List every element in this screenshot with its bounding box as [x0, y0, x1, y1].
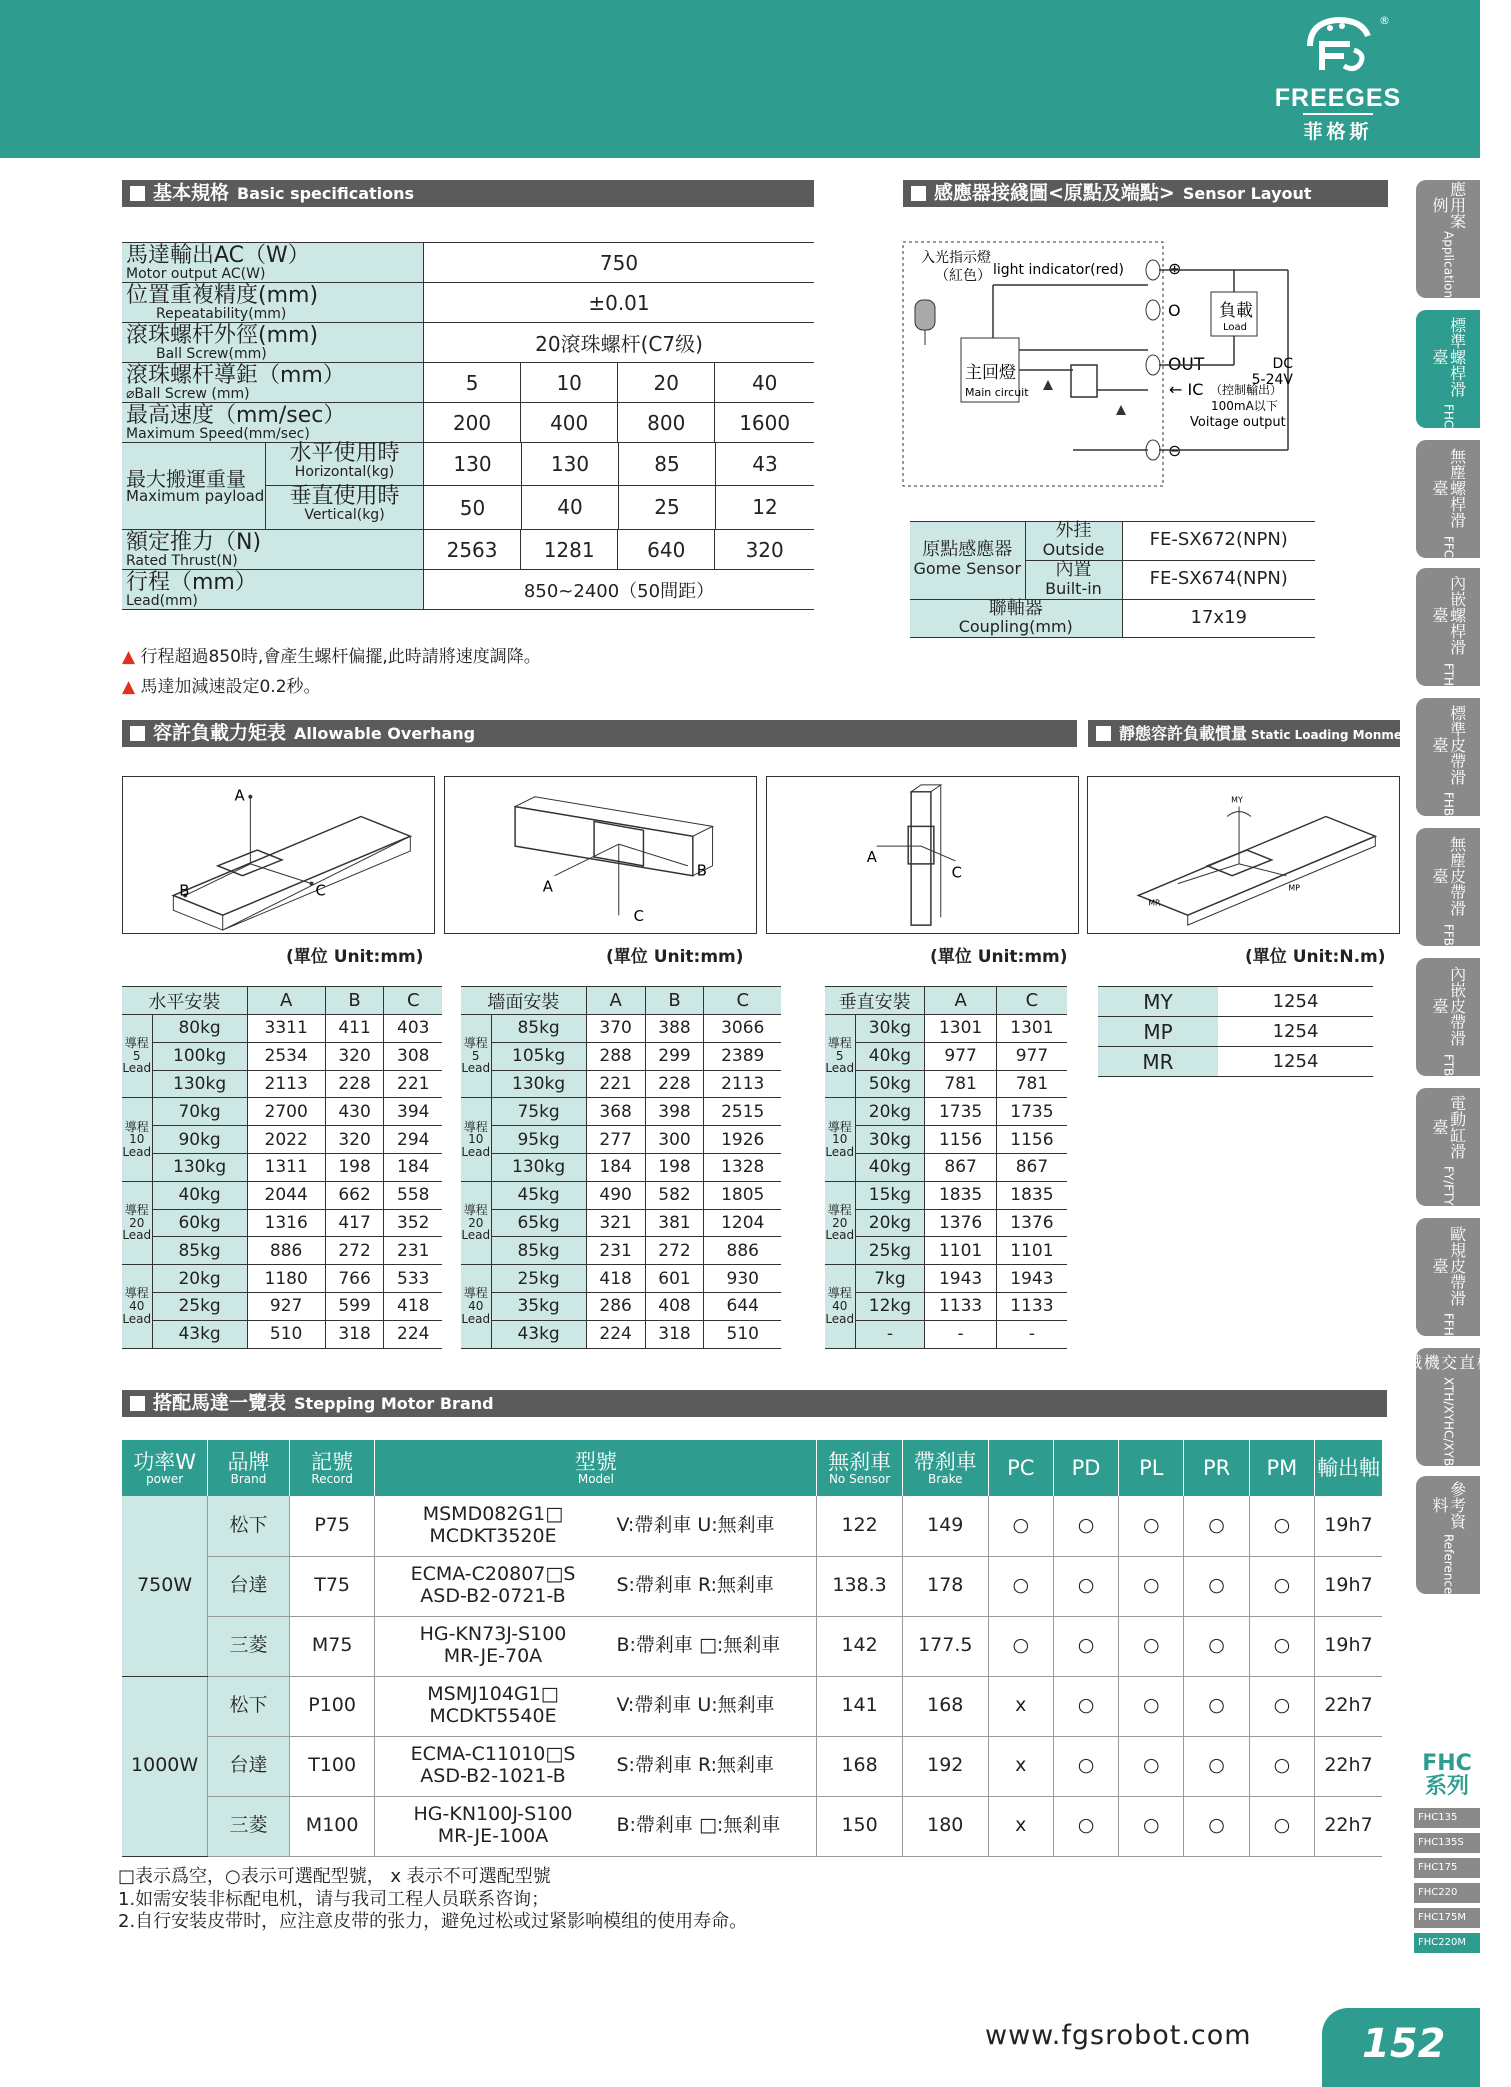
footer-url[interactable]: www.fgsrobot.com: [985, 2020, 1252, 2051]
svg-text:MY: MY: [1231, 795, 1243, 805]
svg-text:C: C: [633, 908, 644, 926]
svg-text:light indicator(red): light indicator(red): [993, 262, 1124, 278]
static-row: MY 1254: [1098, 987, 1373, 1017]
motor-note-1: □表示爲空，○表示可選配型號， x 表示不可選配型號: [118, 1866, 551, 1887]
series-item-fhc175[interactable]: FHC175: [1414, 1858, 1480, 1878]
overhang-row: 導程 40 Lead 7kg 1943 1943: [825, 1265, 1067, 1293]
overhang-row: 60kg 1316 417 352: [122, 1209, 442, 1237]
overhang-row: 50kg 781 781: [825, 1070, 1067, 1098]
side-tab-ffb[interactable]: 無塵皮帶滑臺 FFB: [1416, 828, 1480, 946]
section-allowable-overhang: 容許負載力矩表 Allowable Overhang: [122, 720, 1077, 747]
motor-header-cell: 品牌 Brand: [208, 1440, 290, 1496]
lead-cell: 導程 20 Lead: [122, 1181, 152, 1264]
lead-cell: 導程 5 Lead: [122, 1015, 152, 1098]
brand-name-cn: 菲格斯: [1303, 113, 1372, 144]
overhang-row: 65kg 321 381 1204: [461, 1209, 781, 1237]
overhang-row: 130kg 221 228 2113: [461, 1070, 781, 1098]
svg-text:B: B: [696, 862, 707, 880]
svg-text:5-24V: 5-24V: [1251, 372, 1293, 388]
overhang-row: 導程 10 Lead 70kg 2700 430 394: [122, 1098, 442, 1126]
motor-row: 1000W 松下 P100 MSMJ104G1□ MCDKT5540E V:帶剎車 U:無剎車 141 168 x ○ ○ ○ ○ 22h7: [122, 1676, 1382, 1736]
unit-label-static: (單位 Unit:N.m): [1245, 947, 1386, 967]
motor-header-cell: PD: [1053, 1440, 1118, 1496]
overhang-row: 100kg 2534 320 308: [122, 1042, 442, 1070]
registered-mark: ®: [1379, 14, 1390, 27]
lead-cell: 導程 10 Lead: [122, 1098, 152, 1181]
side-tab-xth-xyhc-xyb[interactable]: 螺桿直交機械手 XTH/XYHC/XYB: [1416, 1348, 1480, 1466]
overhang-row: 85kg 886 272 231: [122, 1237, 442, 1265]
overhang-row: 130kg 184 198 1328: [461, 1153, 781, 1181]
horizontal-mount-diagram: [122, 776, 435, 934]
series-item-fhc135s[interactable]: FHC135S: [1414, 1833, 1480, 1853]
svg-text:負載: 負載: [1219, 301, 1253, 321]
spec-note-2: ▲ 馬達加減速設定0.2秒。: [122, 677, 321, 697]
overhang-row: 導程 40 Lead 25kg 418 601 930: [461, 1265, 781, 1293]
logo-icon: [1300, 14, 1376, 76]
wall-mount-diagram: [444, 776, 757, 934]
motor-header-cell: 型號 Model: [375, 1440, 817, 1496]
overhang-row: 導程 5 Lead 80kg 3311 411 403: [122, 1015, 442, 1043]
section-basic-spec: 基本規格 Basic specifications: [122, 180, 814, 207]
wall-overhang-table: 墻面安裝 A B C 導程 5 Lead 85kg 370 388 3066 105kg 288 299 2389 130kg 221 228 2113 導程 10 Lead 75kg 368 398 2515 95kg 277 300 1926 130kg 184 198 1328 導程 20 Lead 45kg 490 582 1805 65kg 321 381 1204 85kg 231 272 886 導程 40 Lead 25kg 418 601 930 35kg 286 408 644 43kg 224 318 510: [461, 986, 781, 1349]
overhang-row: 40kg 867 867: [825, 1153, 1067, 1181]
motor-notes: [118, 1866, 747, 1934]
motor-header-cell: PC: [988, 1440, 1053, 1496]
svg-text:A: A: [234, 787, 245, 805]
page-header: [0, 0, 1480, 158]
overhang-row: - - -: [825, 1320, 1067, 1348]
overhang-row: 95kg 277 300 1926: [461, 1126, 781, 1154]
vertical-mount-diagram: [766, 776, 1079, 934]
lead-cell: 導程 10 Lead: [461, 1098, 491, 1181]
unit-label-horizontal: (單位 Unit:mm): [286, 947, 424, 967]
sensor-wiring-diagram: [903, 240, 1295, 488]
overhang-row: 導程 10 Lead 20kg 1735 1735: [825, 1098, 1067, 1126]
side-tab-ffc[interactable]: 無塵螺桿滑臺 FFC: [1416, 440, 1480, 558]
static-row: MP 1254: [1098, 1017, 1373, 1047]
overhang-row: 43kg 224 318 510: [461, 1320, 781, 1348]
page-number: 152: [1322, 2008, 1480, 2087]
svg-text:主回燈: 主回燈: [965, 363, 1016, 383]
overhang-row: 85kg 231 272 886: [461, 1237, 781, 1265]
overhang-row: 12kg 1133 1133: [825, 1292, 1067, 1320]
side-tab-fhb[interactable]: 標準皮帶滑臺 FHB: [1416, 698, 1480, 816]
sensor-table: 原點感應器 Gome Sensor 外挂 Outside FE-SX672(NPN) 內置 Built-in FE-SX674(NPN) 聯軸器 Coupling(mm) 17x19: [910, 521, 1315, 638]
series-item-fhc135[interactable]: FHC135: [1414, 1808, 1480, 1828]
motor-header-cell: 記號 Record: [289, 1440, 375, 1496]
overhang-row: 導程 20 Lead 40kg 2044 662 558: [122, 1181, 442, 1209]
series-title: FHC 系列: [1422, 1751, 1472, 1800]
lead-cell: 導程 5 Lead: [825, 1015, 855, 1098]
svg-text:DC: DC: [1272, 356, 1293, 372]
side-tab-fhc[interactable]: 標準螺桿滑臺 FHC: [1416, 310, 1480, 428]
svg-text:（紅色）: （紅色）: [935, 268, 991, 284]
motor-header-cell: 無刹車 No Sensor: [817, 1440, 903, 1496]
spec-note-1: ▲ 行程超過850時,會產生螺杆偏擺,此時請將速度調降。: [122, 647, 541, 667]
svg-text:⊕: ⊕: [1168, 259, 1182, 278]
motor-header-cell: PR: [1184, 1440, 1249, 1496]
lead-cell: 導程 5 Lead: [461, 1015, 491, 1098]
motor-row: 750W 松下 P75 MSMD082G1□ MCDKT3520E V:帶剎車 U:無剎車 122 149 ○ ○ ○ ○ ○ 19h7: [122, 1496, 1382, 1556]
overhang-row: 導程 40 Lead 20kg 1180 766 533: [122, 1265, 442, 1293]
freeges-logo: [1268, 14, 1408, 146]
unit-label-vertical: (單位 Unit:mm): [930, 947, 1068, 967]
motor-note-2: 1.如需安装非标配电机，请与我司工程人员联系咨询；: [118, 1888, 550, 1910]
svg-text:入光指示燈: 入光指示燈: [921, 250, 991, 266]
overhang-row: 25kg 927 599 418: [122, 1292, 442, 1320]
section-static-loading: 靜態容許負載慣量 Static Loading Monment: [1088, 720, 1400, 747]
svg-text:O: O: [1168, 301, 1181, 320]
svg-text:⊖: ⊖: [1168, 441, 1182, 460]
svg-text:Load: Load: [1223, 322, 1247, 333]
overhang-row: 20kg 1376 1376: [825, 1209, 1067, 1237]
overhang-row: 105kg 288 299 2389: [461, 1042, 781, 1070]
static-row: MR 1254: [1098, 1047, 1373, 1077]
overhang-row: 導程 10 Lead 75kg 368 398 2515: [461, 1098, 781, 1126]
svg-text:B: B: [179, 882, 190, 900]
overhang-row: 25kg 1101 1101: [825, 1237, 1067, 1265]
svg-text:← IC: ← IC: [1169, 380, 1204, 399]
overhang-row: 130kg 1311 198 184: [122, 1153, 442, 1181]
vertical-overhang-table: 垂直安裝 A C 導程 5 Lead 30kg 1301 1301 40kg 977 977 50kg 781 781 導程 10 Lead 20kg 1735 1735 30kg 1156 1156 40kg 867 867 導程 20 Lead 15kg 1835 1835 20kg 1376 1376 25kg 1101 1101 導程 40 Lead 7kg 1943 1943 12kg 1133 1133 - - -: [825, 986, 1067, 1349]
overhang-row: 130kg 2113 228 221: [122, 1070, 442, 1098]
motor-note-3: 2.自行安装皮带时，应注意皮带的张力，避免过松或过紧影响模组的使用寿命。: [118, 1911, 748, 1932]
unit-label-wall: (單位 Unit:mm): [606, 947, 744, 967]
motor-header-cell: 輸出軸: [1315, 1440, 1382, 1496]
motor-brand-table: [122, 1440, 1382, 1857]
motor-row: 三菱 M100 HG-KN100J-S100 MR-JE-100A B:帶剎車 □:無剎車 150 180 x ○ ○ ○ ○ 22h7: [122, 1796, 1382, 1856]
motor-header-cell: 功率W power: [122, 1440, 208, 1496]
lead-cell: 導程 20 Lead: [825, 1181, 855, 1264]
svg-text:Voitage output: Voitage output: [1190, 415, 1286, 430]
svg-text:100mA以下: 100mA以下: [1211, 399, 1278, 413]
motor-row: 三菱 M75 HG-KN73J-S100 MR-JE-70A B:帶剎車 □:無剎車 142 177.5 ○ ○ ○ ○ ○ 19h7: [122, 1616, 1382, 1676]
overhang-row: 導程 20 Lead 15kg 1835 1835: [825, 1181, 1067, 1209]
basic-spec-table: 馬達輸出AC（W） Motor output AC(W) 750 位置重複精度(mm) Repeatability(mm) ±0.01 滾珠螺杆外徑(mm) Ball Screw(mm) 20滾珠螺杆(C7级) 滾珠螺杆導鉅（mm） ⌀Ball Screw (mm) 5 10 20 40 最高速度（mm/sec） Maximum Speed(mm/sec) 200 400 800 1600 最大搬運重量 Maximum payload 水平使用時 Horizontal(kg) 垂直使用時 Vertical(kg) 130 130 85 43 50 40 25 12 額定推力（N) Rated Thrust(N) 2563 1281 640 320 行程（mm） Lead(mm) 850~2400（50間距）: [122, 242, 814, 610]
overhang-row: 導程 20 Lead 45kg 490 582 1805: [461, 1181, 781, 1209]
side-tab-reference[interactable]: 參考資料 Reference: [1416, 1476, 1480, 1594]
overhang-row: 40kg 977 977: [825, 1042, 1067, 1070]
svg-text:OUT: OUT: [1168, 355, 1205, 375]
lead-cell: 導程 10 Lead: [825, 1098, 855, 1181]
motor-header-cell: PL: [1119, 1440, 1184, 1496]
svg-text:MP: MP: [1288, 883, 1300, 893]
svg-text:C: C: [315, 882, 326, 900]
lead-cell: 導程 20 Lead: [461, 1181, 491, 1264]
overhang-row: 43kg 510 318 224: [122, 1320, 442, 1348]
overhang-row: 導程 5 Lead 85kg 370 388 3066: [461, 1015, 781, 1043]
lead-cell: 導程 40 Lead: [122, 1265, 152, 1348]
side-tab-fth[interactable]: 內嵌螺桿滑臺 FTH: [1416, 568, 1480, 686]
motor-header-cell: 帶刹車 Brake: [902, 1440, 988, 1496]
lead-cell: 導程 40 Lead: [461, 1265, 491, 1348]
section-sensor-layout: 感應器接綫圖<原點及端點> Sensor Layout: [903, 180, 1388, 207]
section-motor-brand: 搭配馬達一覽表 Stepping Motor Brand: [122, 1390, 1387, 1417]
static-loading-table: [1098, 986, 1373, 1077]
svg-text:（控制輸出）: （控制輸出）: [1210, 383, 1283, 397]
svg-text:Main circuit: Main circuit: [965, 386, 1029, 399]
horizontal-overhang-table: 水平安裝 A B C 導程 5 Lead 80kg 3311 411 403 100kg 2534 320 308 130kg 2113 228 221 導程 10 Lead 70kg 2700 430 394 90kg 2022 320 294 130kg 1311 198 184 導程 20 Lead 40kg 2044 662 558 60kg 1316 417 352 85kg 886 272 231 導程 40 Lead 20kg 1180 766 533 25kg 927 599 418 43kg 510 318 224: [122, 986, 442, 1349]
overhang-row: 導程 5 Lead 30kg 1301 1301: [825, 1015, 1067, 1043]
svg-text:A: A: [542, 878, 553, 896]
lead-cell: 導程 40 Lead: [825, 1265, 855, 1348]
motor-header-cell: PM: [1249, 1440, 1314, 1496]
svg-text:C: C: [951, 864, 962, 882]
side-tab-ffh[interactable]: 歐規皮帶滑臺 FFH: [1416, 1218, 1480, 1336]
series-item-fhc175m[interactable]: FHC175M: [1414, 1908, 1480, 1928]
svg-text:A: A: [866, 848, 877, 866]
motor-row: 台達 T100 ECMA-C11010□S ASD-B2-1021-B S:帶剎車 R:無剎車 168 192 x ○ ○ ○ ○ 22h7: [122, 1736, 1382, 1796]
series-item-fhc220m[interactable]: FHC220M: [1414, 1933, 1480, 1953]
side-tab-fy-fty[interactable]: 電動缸滑臺 FY/FTY: [1416, 1088, 1480, 1206]
overhang-row: 30kg 1156 1156: [825, 1126, 1067, 1154]
side-tab-application[interactable]: 應用案例 Application: [1416, 180, 1480, 298]
motor-row: 台達 T75 ECMA-C20807□S ASD-B2-0721-B S:帶剎車 R:無剎車 138.3 178 ○ ○ ○ ○ ○ 19h7: [122, 1556, 1382, 1616]
overhang-row: 90kg 2022 320 294: [122, 1126, 442, 1154]
overhang-row: 35kg 286 408 644: [461, 1292, 781, 1320]
series-item-fhc220[interactable]: FHC220: [1414, 1883, 1480, 1903]
brand-name: FREEGES: [1274, 84, 1402, 112]
side-tab-ftb[interactable]: 內嵌皮帶滑臺 FTB: [1416, 958, 1480, 1076]
svg-text:MR: MR: [1148, 898, 1161, 908]
static-loading-diagram: [1087, 776, 1400, 934]
